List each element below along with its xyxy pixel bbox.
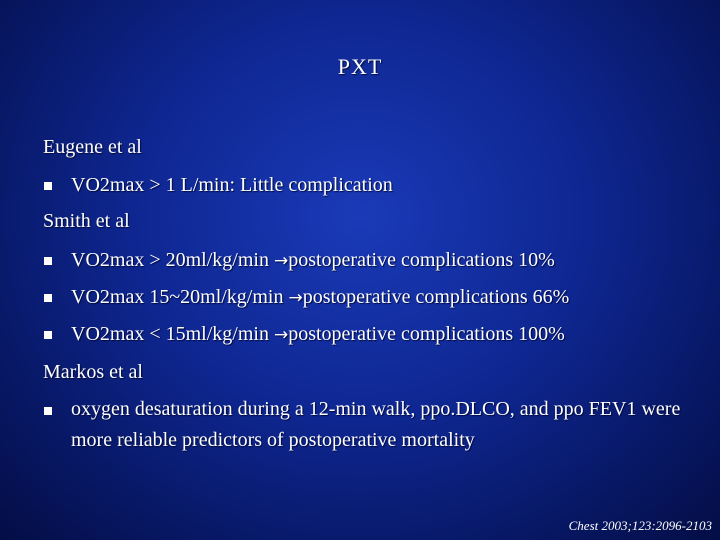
square-bullet-icon bbox=[44, 294, 52, 302]
citation: Chest 2003;123:2096-2103 bbox=[568, 518, 712, 533]
bullet-text: VO2max 15~20ml/kg/min →postoperative complications 66% bbox=[71, 286, 570, 308]
section-heading-smith: Smith et al bbox=[43, 210, 130, 232]
square-bullet-icon bbox=[44, 182, 52, 190]
bullet-text: oxygen desaturation during a 12-min walk, ppo.DLCO, and ppo FEV1 were more reliable predictors of postoperative mortality bbox=[71, 398, 681, 451]
square-bullet-icon bbox=[44, 331, 52, 339]
bullet-text: VO2max > 1 L/min: Little complication bbox=[71, 174, 393, 196]
right-arrow-icon: → bbox=[273, 251, 289, 271]
right-arrow-icon: → bbox=[288, 288, 303, 308]
square-bullet-icon bbox=[44, 407, 52, 415]
right-arrow-icon: → bbox=[273, 325, 289, 345]
bullet-text: VO2max < 15ml/kg/min →postoperative complications 100% bbox=[71, 323, 565, 345]
square-bullet-icon bbox=[44, 257, 52, 265]
bullet-text: VO2max > 20ml/kg/min →postoperative complications 10% bbox=[71, 249, 555, 271]
slide-title: PXT bbox=[337, 54, 383, 79]
section-heading-markos: Markos et al bbox=[43, 361, 143, 383]
section-heading-eugene: Eugene et al bbox=[43, 136, 142, 158]
